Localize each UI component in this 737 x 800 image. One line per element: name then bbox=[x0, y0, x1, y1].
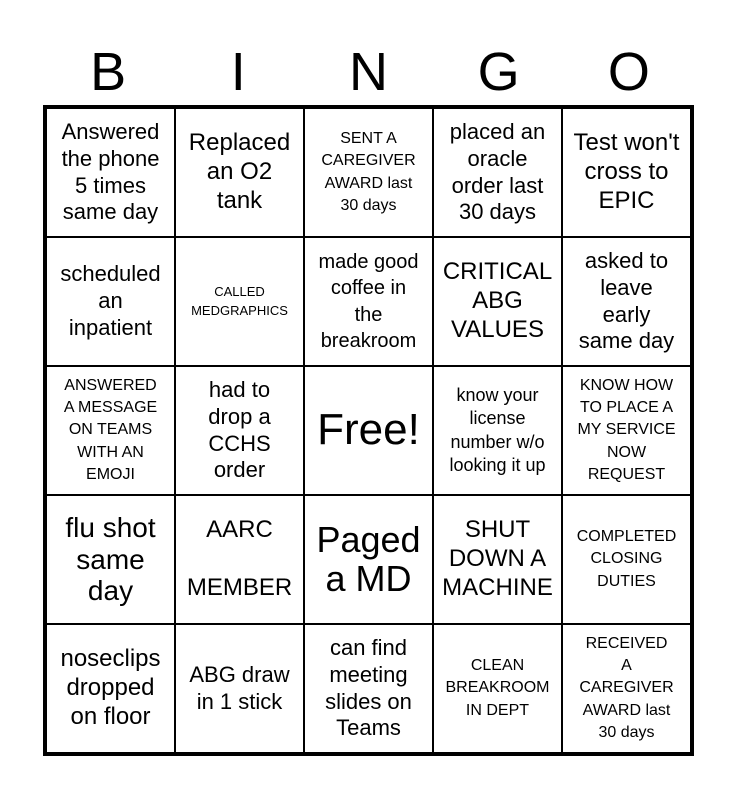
bingo-cell[interactable] bbox=[175, 237, 304, 366]
bingo-cell[interactable] bbox=[433, 108, 562, 237]
cell-text: COMPLETED CLOSING DUTIES bbox=[576, 527, 677, 590]
cell-text: Paged a MD bbox=[316, 518, 421, 599]
cell-text: made good coffee in the breakroom bbox=[318, 250, 419, 352]
cell-text: flu shot same day bbox=[65, 512, 156, 607]
bingo-cell[interactable] bbox=[304, 237, 433, 366]
header-letter-b: B bbox=[90, 42, 127, 102]
bingo-cell[interactable] bbox=[304, 495, 433, 624]
cell-text: SENT A CAREGIVER AWARD last 30 days bbox=[321, 129, 416, 214]
header-letter-i: I bbox=[230, 42, 246, 102]
bingo-cell[interactable] bbox=[46, 366, 175, 495]
bingo-cell[interactable] bbox=[46, 237, 175, 366]
bingo-cell[interactable] bbox=[562, 237, 691, 366]
cell-text: can find meeting slides on Teams bbox=[325, 634, 412, 741]
bingo-cell[interactable] bbox=[562, 108, 691, 237]
cell-text: SHUT DOWN A MACHINE bbox=[442, 516, 553, 601]
bingo-cell[interactable] bbox=[562, 366, 691, 495]
cell-text: CALLED MEDGRAPHICS bbox=[191, 284, 288, 318]
bingo-header bbox=[43, 42, 694, 102]
bingo-cell[interactable] bbox=[433, 624, 562, 753]
bingo-cell[interactable] bbox=[562, 495, 691, 624]
cell-text: asked to leave early same day bbox=[578, 247, 675, 354]
bingo-cell[interactable] bbox=[46, 495, 175, 624]
bingo-cell[interactable] bbox=[46, 624, 175, 753]
bingo-cell[interactable] bbox=[46, 108, 175, 237]
cell-text: CRITICAL ABG VALUES bbox=[442, 258, 553, 343]
bingo-cell[interactable] bbox=[433, 366, 562, 495]
bingo-cell[interactable] bbox=[175, 624, 304, 753]
cell-text: AARC MEMBER bbox=[186, 516, 293, 601]
bingo-cell[interactable] bbox=[175, 108, 304, 237]
cell-text: Replaced an O2 tank bbox=[188, 129, 291, 214]
bingo-cell[interactable] bbox=[175, 495, 304, 624]
cell-text: Answered the phone 5 times same day bbox=[61, 118, 160, 225]
cell-text: had to drop a CCHS order bbox=[208, 376, 271, 483]
bingo-board bbox=[43, 105, 694, 756]
cell-text: KNOW HOW TO PLACE A MY SERVICE NOW REQUEST bbox=[577, 376, 676, 484]
cell-text: ANSWERED A MESSAGE ON TEAMS WITH AN EMOJI bbox=[63, 376, 158, 484]
cell-text: ABG draw in 1 stick bbox=[189, 661, 290, 714]
cell-text: CLEAN BREAKROOM IN DEPT bbox=[445, 656, 550, 719]
bingo-cell[interactable] bbox=[175, 366, 304, 495]
bingo-cell[interactable] bbox=[433, 495, 562, 624]
header-letter-n: N bbox=[348, 42, 388, 102]
cell-text: RECEIVED A CAREGIVER AWARD last 30 days bbox=[579, 634, 674, 742]
bingo-cell[interactable] bbox=[433, 237, 562, 366]
bingo-cell[interactable] bbox=[304, 108, 433, 237]
cell-text: noseclips dropped on floor bbox=[60, 645, 161, 730]
cell-text: Test won't cross to EPIC bbox=[573, 129, 680, 214]
bingo-cell[interactable] bbox=[562, 624, 691, 753]
free-space-text: Free! bbox=[317, 405, 420, 455]
cell-text: placed an oracle order last 30 days bbox=[449, 118, 546, 225]
header-letter-g: G bbox=[477, 42, 520, 102]
header-letter-o: O bbox=[607, 42, 650, 102]
cell-text: scheduled an inpatient bbox=[60, 261, 161, 340]
bingo-cell[interactable] bbox=[304, 624, 433, 753]
cell-text: know your license number w/o looking it up bbox=[449, 384, 546, 475]
free-space-cell[interactable] bbox=[304, 366, 433, 495]
